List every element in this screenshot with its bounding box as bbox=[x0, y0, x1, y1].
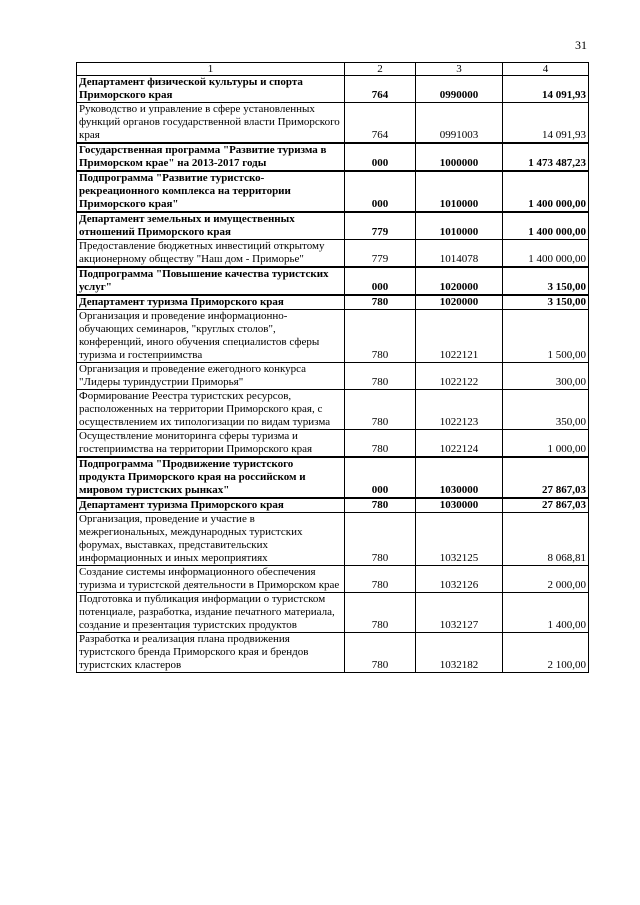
table-row bbox=[77, 457, 589, 498]
row-name-cell: Подпрограмма "Развитие туристско-рекреационного комплекса на территории Приморского края" bbox=[77, 171, 345, 212]
budget-table-body bbox=[77, 63, 589, 673]
row-code-cell: 780 bbox=[345, 593, 416, 633]
row-name-cell: Организация и проведение информационно-обучающих семинаров, "круглых столов", конференций, иного обучения специалистов сферы туризма и гостеприимства bbox=[77, 310, 345, 363]
table-row bbox=[77, 593, 589, 633]
row-sum-cell: 1 473 487,23 bbox=[503, 143, 589, 171]
row-csr-cell: 1010000 bbox=[416, 171, 503, 212]
row-csr-cell: 1030000 bbox=[416, 498, 503, 513]
row-csr-cell: 1022124 bbox=[416, 430, 503, 458]
row-csr-cell: 1032127 bbox=[416, 593, 503, 633]
row-name-cell: Руководство и управление в сфере установленных функций органов государственной власти Приморского края bbox=[77, 103, 345, 144]
row-code-cell: 780 bbox=[345, 363, 416, 390]
row-sum-cell: 2 000,00 bbox=[503, 566, 589, 593]
row-csr-cell: 1032182 bbox=[416, 633, 503, 673]
row-csr-cell: 1010000 bbox=[416, 212, 503, 240]
row-name-cell: Департамент туризма Приморского края bbox=[77, 498, 345, 513]
row-sum-cell: 1 400 000,00 bbox=[503, 240, 589, 268]
row-sum-cell: 3 150,00 bbox=[503, 295, 589, 310]
table-row bbox=[77, 513, 589, 566]
row-name-cell: Организация и проведение ежегодного конкурса "Лидеры туриндустрии Приморья" bbox=[77, 363, 345, 390]
row-sum-cell: 300,00 bbox=[503, 363, 589, 390]
row-csr-cell: 1014078 bbox=[416, 240, 503, 268]
row-name-cell: Государственная программа "Развитие туризма в Приморском крае" на 2013-2017 годы bbox=[77, 143, 345, 171]
table-row bbox=[77, 363, 589, 390]
row-code-cell: 780 bbox=[345, 633, 416, 673]
row-name-cell: Департамент физической культуры и спорта Приморского края bbox=[77, 76, 345, 103]
row-name-cell: Создание системы информационного обеспечения туризма и туристской деятельности в Приморском крае bbox=[77, 566, 345, 593]
row-csr-cell: 0991003 bbox=[416, 103, 503, 144]
table-row bbox=[77, 566, 589, 593]
row-csr-cell: 1022123 bbox=[416, 390, 503, 430]
table-row bbox=[77, 498, 589, 513]
row-csr-cell: 0990000 bbox=[416, 76, 503, 103]
page-number: 31 bbox=[575, 38, 587, 52]
row-sum-cell: 2 100,00 bbox=[503, 633, 589, 673]
row-sum-cell: 27 867,03 bbox=[503, 498, 589, 513]
header-col-1: 1 bbox=[77, 63, 345, 76]
row-name-cell: Осуществление мониторинга сферы туризма и гостеприимства на территории Приморского края bbox=[77, 430, 345, 458]
row-code-cell: 780 bbox=[345, 430, 416, 458]
table-row bbox=[77, 633, 589, 673]
budget-table bbox=[76, 62, 589, 673]
row-code-cell: 000 bbox=[345, 143, 416, 171]
table-row bbox=[77, 76, 589, 103]
row-code-cell: 779 bbox=[345, 212, 416, 240]
row-code-cell: 764 bbox=[345, 103, 416, 144]
header-col-3: 3 bbox=[416, 63, 503, 76]
row-code-cell: 780 bbox=[345, 498, 416, 513]
table-row bbox=[77, 212, 589, 240]
row-name-cell: Подпрограмма "Повышение качества туристских услуг" bbox=[77, 267, 345, 295]
row-name-cell: Разработка и реализация плана продвижения туристского бренда Приморского края и брендов туристских кластеров bbox=[77, 633, 345, 673]
row-code-cell: 000 bbox=[345, 171, 416, 212]
row-sum-cell: 1 400 000,00 bbox=[503, 171, 589, 212]
table-row bbox=[77, 171, 589, 212]
row-csr-cell: 1032125 bbox=[416, 513, 503, 566]
row-code-cell: 764 bbox=[345, 76, 416, 103]
row-sum-cell: 350,00 bbox=[503, 390, 589, 430]
table-row bbox=[77, 267, 589, 295]
table-header-row bbox=[77, 63, 589, 76]
row-code-cell: 000 bbox=[345, 457, 416, 498]
row-sum-cell: 3 150,00 bbox=[503, 267, 589, 295]
row-code-cell: 780 bbox=[345, 310, 416, 363]
table-row bbox=[77, 240, 589, 268]
row-sum-cell: 1 400 000,00 bbox=[503, 212, 589, 240]
row-name-cell: Департамент туризма Приморского края bbox=[77, 295, 345, 310]
row-sum-cell: 8 068,81 bbox=[503, 513, 589, 566]
row-code-cell: 000 bbox=[345, 267, 416, 295]
row-sum-cell: 1 000,00 bbox=[503, 430, 589, 458]
row-csr-cell: 1020000 bbox=[416, 295, 503, 310]
row-sum-cell: 27 867,03 bbox=[503, 457, 589, 498]
table-row bbox=[77, 143, 589, 171]
table-row bbox=[77, 103, 589, 144]
row-sum-cell: 14 091,93 bbox=[503, 76, 589, 103]
row-csr-cell: 1000000 bbox=[416, 143, 503, 171]
table-row bbox=[77, 310, 589, 363]
row-name-cell: Подпрограмма "Продвижение туристского продукта Приморского края на российском и мировом туристских рынках" bbox=[77, 457, 345, 498]
row-name-cell: Формирование Реестра туристских ресурсов, расположенных на территории Приморского края, с осуществлением их типологизации по видам туризма bbox=[77, 390, 345, 430]
row-code-cell: 780 bbox=[345, 295, 416, 310]
table-row bbox=[77, 390, 589, 430]
header-col-2: 2 bbox=[345, 63, 416, 76]
row-csr-cell: 1020000 bbox=[416, 267, 503, 295]
table-row bbox=[77, 430, 589, 458]
row-csr-cell: 1030000 bbox=[416, 457, 503, 498]
row-code-cell: 780 bbox=[345, 390, 416, 430]
row-sum-cell: 1 500,00 bbox=[503, 310, 589, 363]
row-code-cell: 780 bbox=[345, 513, 416, 566]
row-name-cell: Предоставление бюджетных инвестиций открытому акционерному обществу "Наш дом - Приморье" bbox=[77, 240, 345, 268]
row-sum-cell: 14 091,93 bbox=[503, 103, 589, 144]
row-code-cell: 780 bbox=[345, 566, 416, 593]
header-col-4: 4 bbox=[503, 63, 589, 76]
row-name-cell: Подготовка и публикация информации о туристском потенциале, разработка, издание печатного материала, создание и презентация туристских продуктов bbox=[77, 593, 345, 633]
row-csr-cell: 1022121 bbox=[416, 310, 503, 363]
row-code-cell: 779 bbox=[345, 240, 416, 268]
table-row bbox=[77, 295, 589, 310]
row-csr-cell: 1032126 bbox=[416, 566, 503, 593]
row-name-cell: Департамент земельных и имущественных отношений Приморского края bbox=[77, 212, 345, 240]
row-sum-cell: 1 400,00 bbox=[503, 593, 589, 633]
row-csr-cell: 1022122 bbox=[416, 363, 503, 390]
row-name-cell: Организация, проведение и участие в межрегиональных, международных туристских форумах, выставках, представительских информационных и иных мероприятиях bbox=[77, 513, 345, 566]
